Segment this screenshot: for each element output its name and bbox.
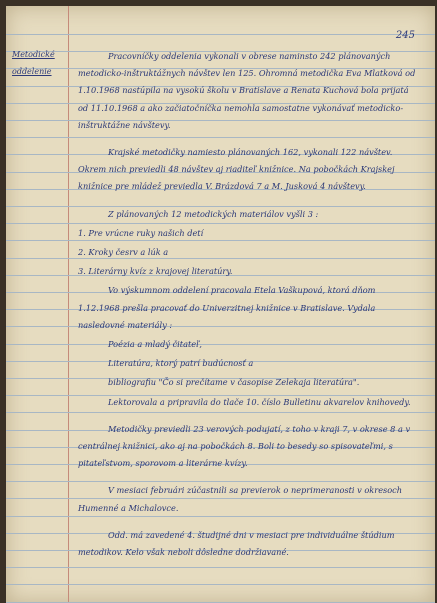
ruled-line — [6, 34, 435, 35]
paragraph-eva-mlatkova: Pracovníčky oddelenia vykonali v obrese naminsto 242 plánovaných metodicko-inštruktážnych návštev len 125. Ohromná metodička Eva Mlatková od 1.10.1968 nastúpila na vysokú školu v Bratislave a Renata Kuchová bola prijatá od 11.10.1968 a ako začiatočníčka nemohla samostatne vykonávať metodicko-inštruktážne návštevy. — [78, 51, 416, 130]
list-item: Poézia a mladý čitateľ, — [108, 339, 202, 350]
margin-heading-line-1: Metodické — [12, 50, 55, 59]
paragraph-materialy: Z plánovaných 12 metodických materiálov vyšli 3 : — [108, 208, 319, 219]
list-item: 2. Kroky česrv a lúk a — [78, 247, 169, 258]
margin-heading — [12, 46, 68, 80]
paragraph-krajske-metodicky: Krajské metodičky namiesto plánovaných 162, vykonali 122 návštev. Okrem nich previedli 48 návštev aj riaditeľ knižnice. Na pobočkách Krajskej knižnice pre mládež previedla V. Brázdová 7 a M. Jusková 4 návštevy. — [78, 147, 395, 192]
list-item: 1. Pre vrúcne ruky našich detí — [78, 227, 204, 238]
ruled-line — [6, 584, 435, 585]
list-item: bibliografiu "Čo si prečítame v časopise Zelekaja literatúra". — [108, 377, 360, 388]
paragraph-vyskumne-oddelenie: Vo výskumnom oddelení pracovala Etela Vaškupová, ktorá dňom 1.12.1968 prešla pracovať do Univerzitnej knižnice v Bratislave. Vydala nasledovné materiály : — [78, 285, 376, 330]
list-item: Literatúra, ktorý patrí budúcnosť a — [108, 358, 254, 369]
handwritten-body — [78, 48, 418, 571]
paragraph-studijne-dni: Odd. má zavedené 4. študijné dni v mesiaci pre individuálne štúdium metodikov. Kelo však neboli dôsledne dodržiavané. — [78, 529, 395, 558]
paragraph-previerky: V mesiaci februári zúčastnili sa previerok o neprimeranosti v okresoch Humenné a Michalovce. — [78, 485, 403, 513]
margin-rule — [68, 6, 69, 603]
notebook-page — [6, 6, 435, 603]
paragraph-podujatia: Metodičky previedli 23 verových podujatí, z toho v kraji 7, v okrese 8 a v centrálnej knižnici, ako aj na pobočkách 8. Boli to besedy so spisovateľmi, s pitateľstvom, sporovom a literárne kvízy. — [78, 423, 411, 469]
margin-heading-line-2: oddelenie — [12, 67, 52, 76]
page-number: 245 — [395, 30, 415, 41]
paragraph-bulletin: Lektorovala a pripravila do tlače 10. číslo Bulletinu akvarelov knihovedy. — [108, 396, 411, 407]
list-item: 3. Literárny kvíz z krajovej literatúry. — [78, 266, 233, 277]
